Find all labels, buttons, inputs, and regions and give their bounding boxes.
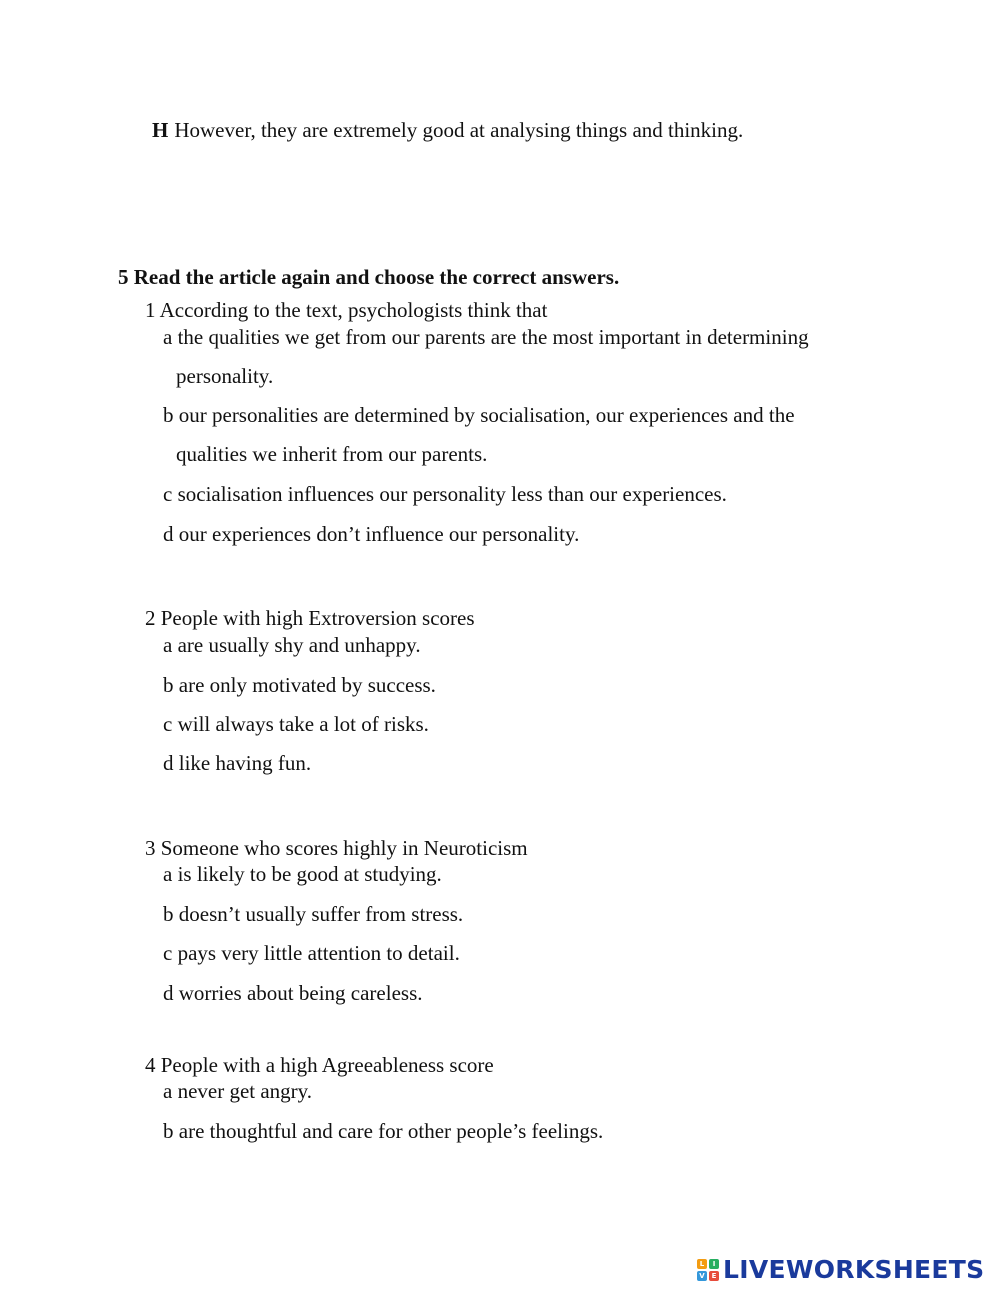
question-2-stem: 2 People with high Extroversion scores [145,606,475,630]
logo-block-i: I [709,1259,719,1269]
question-3-option-a: a is likely to be good at studying. [163,862,442,886]
logo-block-l: L [697,1259,707,1269]
question-1-option-d: d our experiences don’t influence our personality. [163,522,580,546]
question-1-option-b: b our personalities are determined by socialisation, our experiences and the [163,403,795,427]
question-1-option-a-cont: personality. [176,364,274,388]
question-3-stem: 3 Someone who scores highly in Neuroticism [145,836,528,860]
question-4-option-a: a never get angry. [163,1079,313,1103]
exercise-heading: 5 Read the article again and choose the correct answers. [118,265,620,289]
logo-text: LIVEWORKSHEETS [723,1255,985,1284]
question-1-stem: 1 According to the text, psychologists think that [145,298,548,322]
question-4-stem: 4 People with a high Agreeableness score [145,1053,494,1077]
question-3-option-d: d worries about being careless. [163,981,423,1005]
question-2-option-a: a are usually shy and unhappy. [163,633,421,657]
question-4-option-b: b are thoughtful and care for other people’s feelings. [163,1119,604,1143]
question-2-option-b: b are only motivated by success. [163,673,436,697]
question-1-option-b-cont: qualities we inherit from our parents. [176,442,488,466]
question-1-option-a: a the qualities we get from our parents are the most important in determining [163,325,809,349]
question-1-option-c: c socialisation influences our personality less than our experiences. [163,482,727,506]
logo-block-v: V [697,1271,707,1281]
question-2-option-c: c will always take a lot of risks. [163,712,429,736]
liveworksheets-logo [697,1255,984,1285]
question-3-option-b: b doesn’t usually suffer from stress. [163,902,464,926]
logo-block-e: E [709,1271,719,1281]
logo-blocks-icon [697,1259,719,1281]
item-text: However, they are extremely good at analysing things and thinking. [174,118,744,142]
previous-item-h [152,117,743,143]
question-2-option-d: d like having fun. [163,751,312,775]
question-3-option-c: c pays very little attention to detail. [163,941,460,965]
item-letter: H [152,118,169,142]
